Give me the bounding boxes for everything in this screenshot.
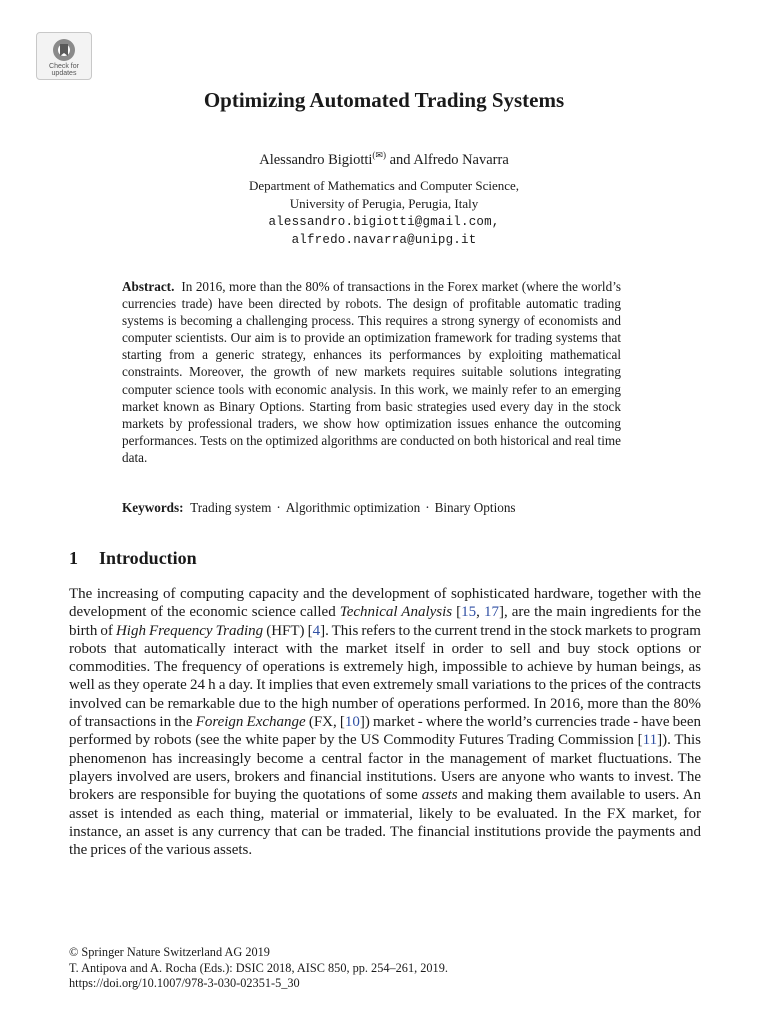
keywords: [122, 499, 621, 517]
text-run: ]). This phenomenon has increasingly become a central factor in the management of market fluctuations. The players involved are users, brokers and financial institutions. Users are anyone who wants to invest. The brokers are responsible for buying the quotations of some: [69, 732, 702, 804]
keyword: Trading system: [190, 500, 272, 515]
abstract-label: Abstract.: [122, 279, 175, 294]
text-run: and making them available to users. An asset is intended as each thing, material or immaterial, likely to be evaluated. In the FX market, for instance, an asset is any currency that can be traded. The financial institutions provide the payments and the prices of the various assets.: [69, 787, 701, 859]
keyword-separator: ·: [276, 500, 281, 515]
text-run: ]. This refers to the current trend in the stock markets to program robots that automatically interact with the market itself in order to sell and buy stock options or commodities. The frequency of operations is extremely high, impossible to achieve by human beings, as well as they operate 24 h a day. It implies that even extremely small variations to the prices of the contracts involved can be remarkable due to the high number of operations performed. In 2016, more than the 80% of transactions in the: [69, 622, 701, 731]
section-number: 1: [69, 548, 78, 568]
intro-paragraph: [69, 585, 701, 859]
citation-link[interactable]: 11: [642, 732, 658, 749]
keywords-label: Keywords:: [122, 500, 184, 515]
badge-label-line1: Check for: [49, 63, 79, 70]
text-run: (HFT) [: [263, 622, 313, 639]
author-join: and: [385, 151, 414, 168]
footer: [69, 945, 689, 992]
doi-link[interactable]: https://doi.org/10.1007/978-3-030-02351-5_30: [69, 976, 300, 990]
emphasis-text: High Frequency Trading: [115, 622, 264, 639]
bookmark-check-icon: [51, 37, 77, 63]
emphasis-text: Technical Analysis: [339, 604, 453, 621]
affiliation-line-2: University of Perugia, Perugia, Italy: [289, 196, 479, 211]
citation-link[interactable]: 10: [344, 714, 360, 731]
text-run: The increasing of computing capacity and the development of sophisticated hardware, together with the development of the economic science called: [69, 586, 701, 621]
copyright-line: © Springer Nature Switzerland AG 2019: [69, 945, 270, 959]
author-line: [0, 145, 768, 170]
keyword-separator: ·: [425, 500, 430, 515]
text-run: [: [452, 604, 462, 621]
abstract-text: In 2016, more than the 80% of transactions in the Forex market (where the world’s currencies trade) have been directed by robots. The design of profitable automatic trading systems is becoming a challenging process. This requires a strong synergy of economists and computer scientists. Our aim is to provide an optimization framework for trading systems that starting from a generic strategy, enhances its performances by exploiting mathematical constraints. Moreover, the growth of new markets requires suitable solutions integrating computer science tools with economic analysis. In this work, we mainly refer to an emerging market known as Binary Options. Starting from basic strategies used every day in the stock markets by professional traders, we show how optimization issues enhance the outcoming performances. Tests on the optimized algorithms are conducted on both historical and real time data.: [122, 279, 621, 465]
text-run: ], are the main ingredients for the birth of: [69, 604, 701, 639]
section-title: Introduction: [99, 548, 197, 568]
author-2: Alfredo Navarra: [413, 151, 509, 168]
text-run: ]) market - where the world’s currencies trade - have been performed by robots (see the white paper by the US Commodity Futures Trading Commission [: [69, 714, 701, 749]
check-for-updates-badge[interactable]: [36, 32, 92, 80]
corresponding-author-mark: (✉): [372, 150, 386, 160]
text-run: (FX, [: [305, 714, 345, 731]
paper-title: Optimizing Automated Trading Systems: [203, 88, 565, 112]
affiliation: [0, 177, 768, 249]
citation-link[interactable]: 15: [461, 604, 477, 621]
abstract: [122, 278, 621, 466]
affiliation-line-1: Department of Mathematics and Computer Science,: [248, 178, 520, 193]
citation-link[interactable]: 4: [312, 622, 321, 639]
citation-line: T. Antipova and A. Rocha (Eds.): DSIC 2018, AISC 850, pp. 254–261, 2019.: [69, 960, 448, 975]
emphasis-text: assets: [421, 787, 458, 804]
email-2[interactable]: alfredo.navarra@unipg.it: [291, 233, 477, 247]
badge-label-line2: updates: [51, 70, 77, 77]
emphasis-text: Foreign Exchange: [195, 714, 306, 731]
email-1[interactable]: alessandro.bigiotti@gmail.com,: [268, 215, 500, 229]
section-heading: [69, 546, 197, 570]
author-1: Alessandro Bigiotti: [259, 151, 373, 168]
text-run: ,: [476, 604, 484, 621]
keyword: Binary Options: [434, 500, 516, 515]
citation-link[interactable]: 17: [483, 604, 499, 621]
keyword: Algorithmic optimization: [285, 500, 421, 515]
